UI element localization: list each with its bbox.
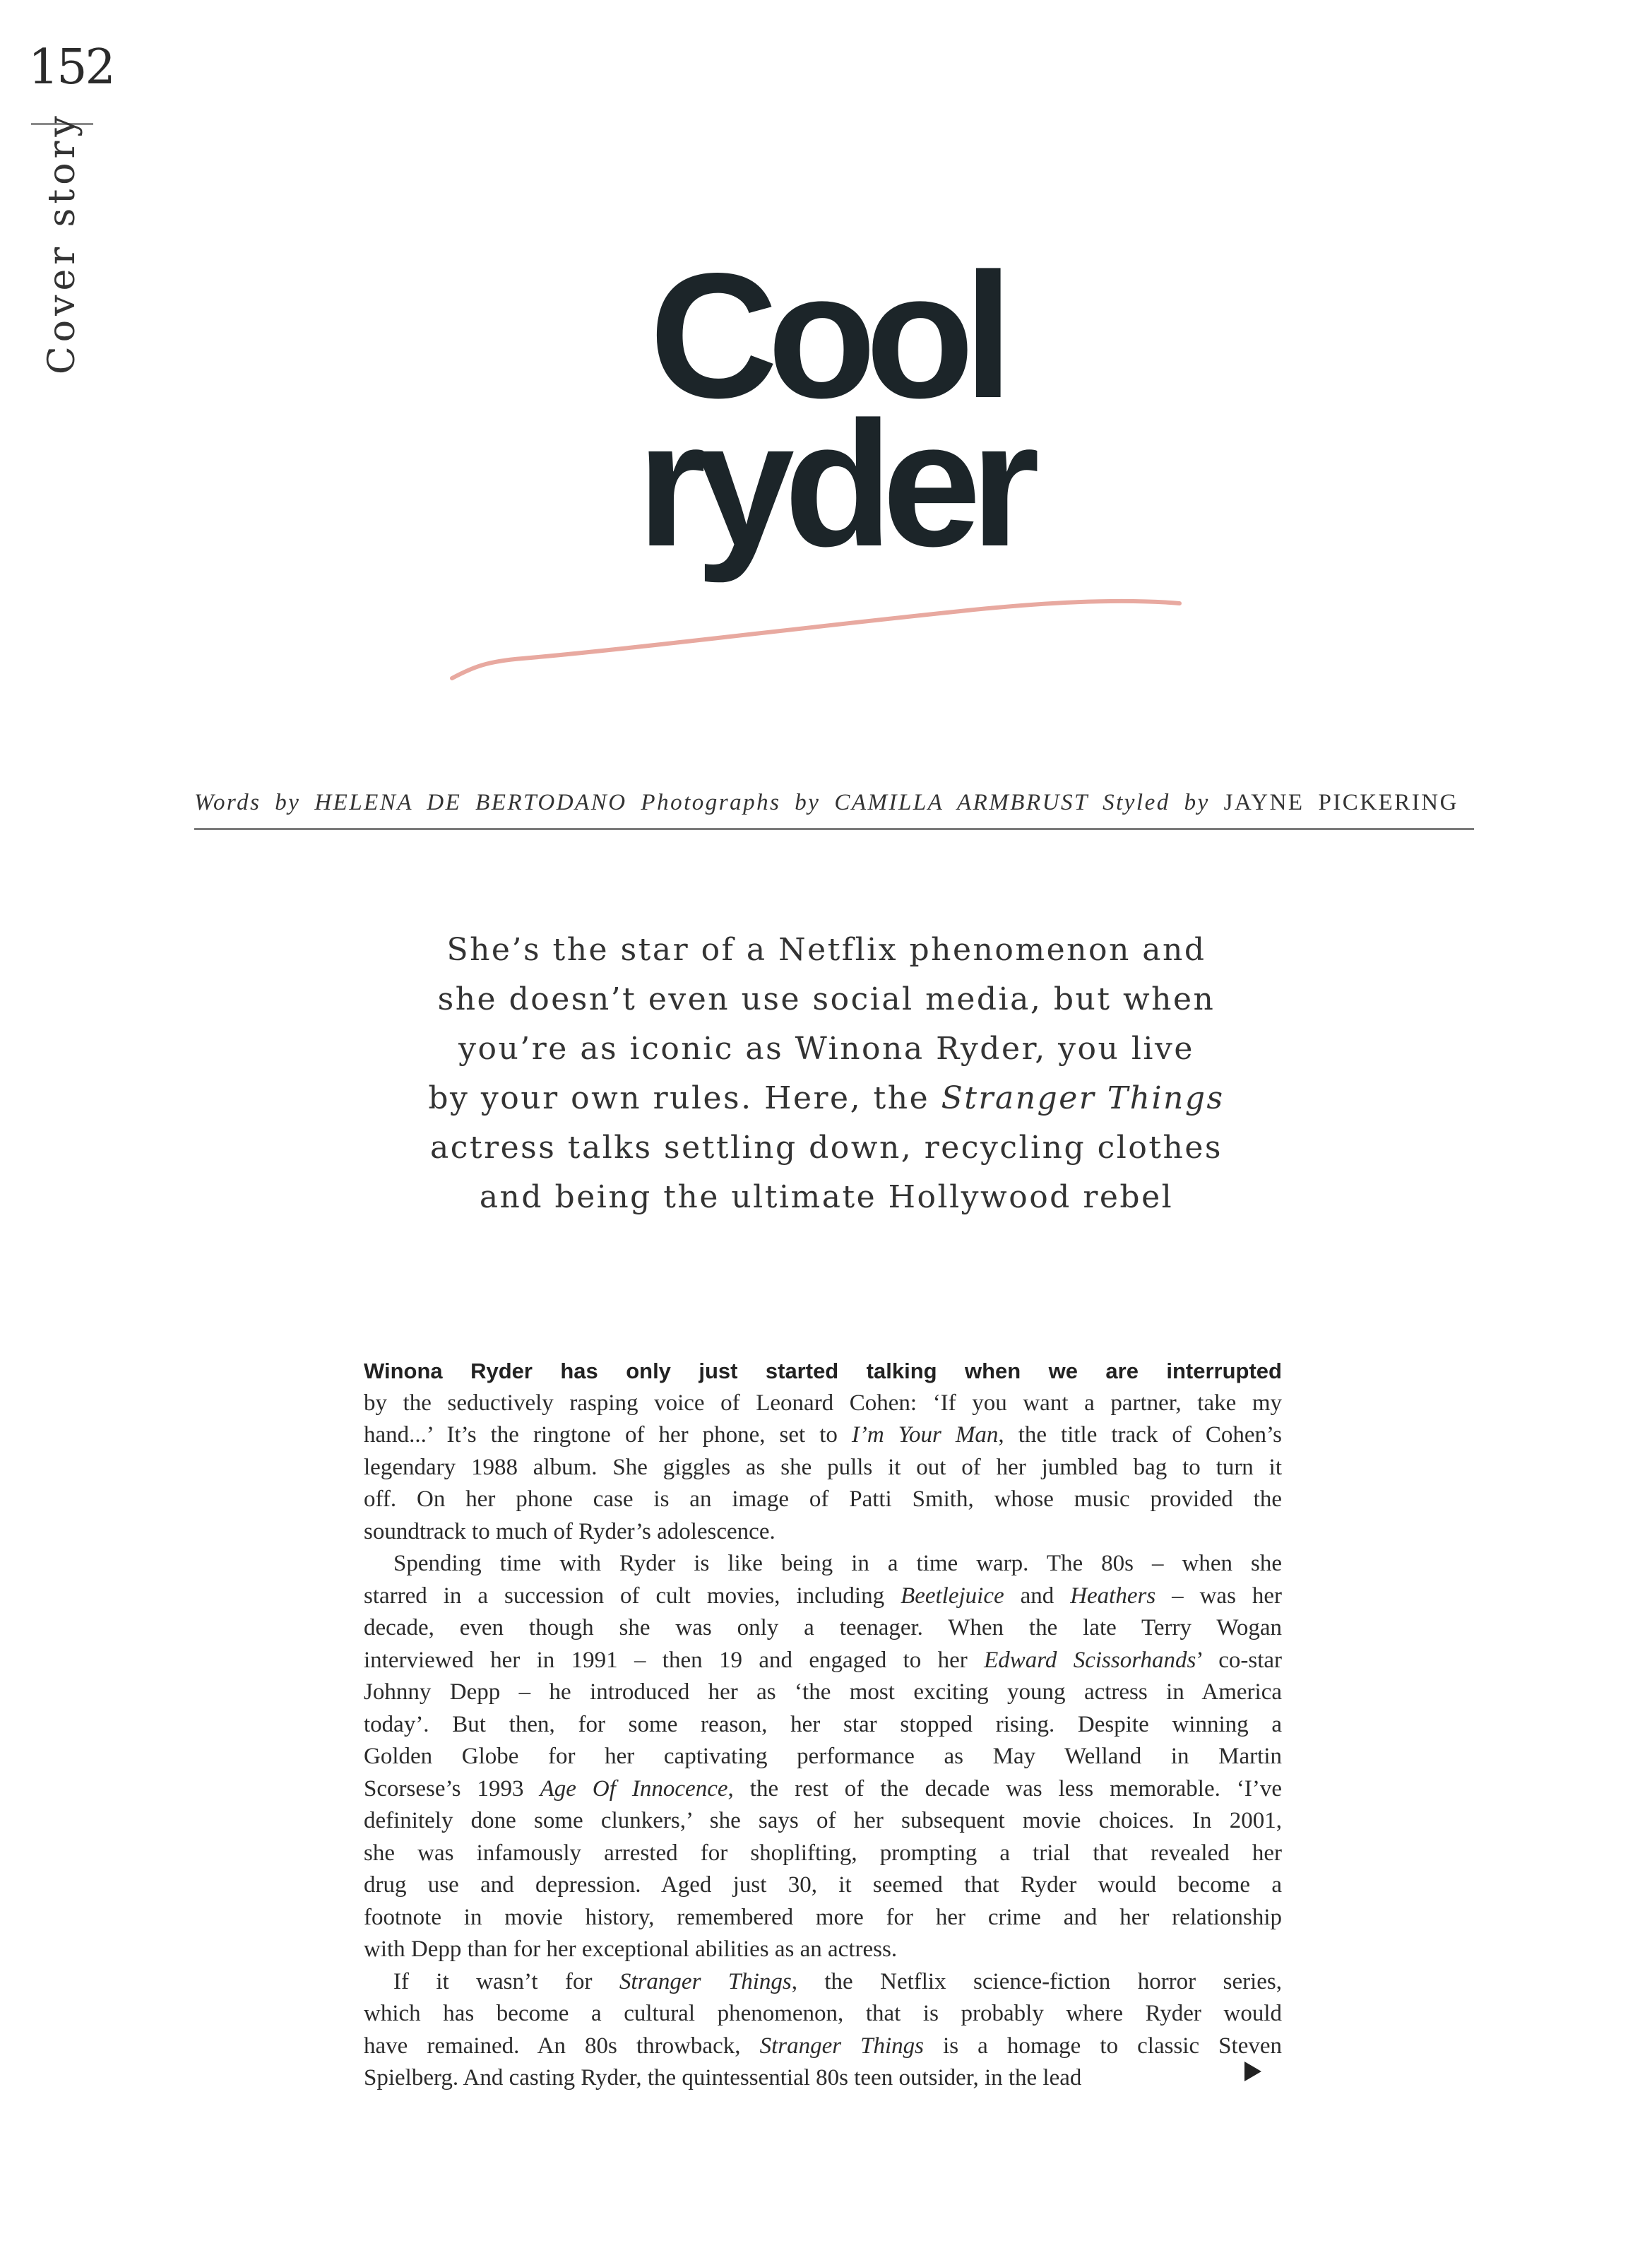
standfirst-line (396, 975, 1257, 1024)
text-run: decade, even though she was only a teenager. When the late Terry Wogan (364, 1615, 1282, 1640)
standfirst-line (396, 1024, 1257, 1074)
lead-in-line (364, 1355, 1282, 1388)
text-run: – was her (1155, 1583, 1283, 1609)
text-run: off. On her phone case is an image of Patti Smith, whose music provided the (364, 1486, 1282, 1512)
text-run: Scorsese’s 1993 (364, 1775, 540, 1802)
body-line (364, 1869, 1282, 1902)
italic-title: I’m Your Man (851, 1422, 999, 1448)
body-line (364, 2030, 1282, 2063)
body-line (364, 1645, 1282, 1677)
text-run: by the seductively rasping voice of Leonard Cohen: ‘If you want a partner, take my (364, 1390, 1282, 1416)
text-run: ’ co-star (1196, 1647, 1283, 1673)
text-run: have remained. An 80s throwback, (364, 2033, 760, 2059)
byline (194, 790, 1458, 816)
text-run: with Depp than for her exceptional abilities as an actress. (364, 1936, 898, 1962)
text-run: is a homage to classic Steven (924, 2033, 1282, 2059)
text-run: Spielberg. And casting Ryder, the quintessential 80s teen outsider, in the lead (364, 2065, 1082, 2091)
standfirst (396, 926, 1257, 1222)
italic-title: Stranger Things (941, 1080, 1225, 1116)
body-line (364, 1516, 1282, 1549)
body-line (364, 1773, 1282, 1806)
body-line (364, 1998, 1282, 2030)
text-run: you’re as iconic as Winona Ryder, you live (458, 1031, 1194, 1067)
body-line (364, 1612, 1282, 1645)
body-line (364, 1966, 1282, 1999)
text-run: She’s the star of a Netflix phenomenon and (446, 932, 1206, 968)
body-line (364, 1902, 1282, 1934)
headline-line-2: ryder (636, 385, 1030, 584)
text-run: Winona Ryder has only just started talking when we are interrupted (364, 1359, 1282, 1383)
text-run: drug use and depression. Aged just 30, it seemed that Ryder would become a (364, 1872, 1282, 1898)
body-line (364, 1419, 1282, 1452)
text-run: hand...’ It’s the ringtone of her phone, set to (364, 1422, 852, 1448)
italic-title: Beetlejuice (901, 1583, 1004, 1609)
body-line (364, 1388, 1282, 1420)
text-run: actress talks settling down, recycling clothes (430, 1130, 1223, 1166)
body-line (364, 1934, 1282, 1966)
italic-title: CAMILLA ARMBRUST (834, 790, 1103, 815)
text-run: by your own rules. Here, the (428, 1080, 941, 1116)
standfirst-line (396, 1173, 1257, 1222)
italic-title: Stranger Things (619, 1968, 792, 1994)
standfirst-line (396, 926, 1257, 975)
text-run: starred in a succession of cult movies, including (364, 1583, 901, 1609)
body-line (364, 1805, 1282, 1838)
decorative-swash (424, 593, 1208, 692)
text-run: , the Netflix science-fiction horror series, (791, 1968, 1282, 1994)
text-run: legendary 1988 album. She giggles as she pulls it out of her jumbled bag to turn it (364, 1454, 1282, 1480)
text-run: interviewed her in 1991 – then 19 and engaged to her (364, 1647, 985, 1673)
standfirst-line (396, 1123, 1257, 1173)
italic-title: Heathers (1070, 1583, 1156, 1609)
body-line (364, 2062, 1282, 2095)
italic-title: Edward Scissorhands (984, 1647, 1196, 1673)
italic-title: Age Of Innocence (540, 1775, 728, 1802)
headline-line-1: Cool (649, 237, 1003, 435)
text-run: If it wasn’t for (393, 1968, 619, 1994)
italic-title: Photographs by (641, 790, 835, 815)
text-run: footnote in movie history, remembered more for her crime and her relationship (364, 1904, 1282, 1930)
text-run: , the title track of Cohen’s (998, 1422, 1283, 1448)
text-run: she was infamously arrested for shoplifting, prompting a trial that revealed her (364, 1840, 1282, 1866)
text-run: Johnny Depp – he introduced her as ‘the most exciting young actress in America (364, 1679, 1282, 1705)
text-run: definitely done some clunkers,’ she says of her subsequent movie choices. In 2001, (364, 1808, 1282, 1833)
body-line (364, 1548, 1282, 1580)
triangle-right-icon (1244, 2062, 1261, 2081)
italic-title: Styled by (1103, 790, 1224, 815)
article-body (364, 1355, 1282, 2095)
page-number: 152 (28, 40, 114, 95)
body-line (364, 1741, 1282, 1773)
section-label: Cover story (41, 112, 83, 374)
text-run: soundtrack to much of Ryder’s adolescence. (364, 1518, 776, 1544)
body-line (364, 1709, 1282, 1742)
italic-title: HELENA DE BERTODANO (314, 790, 641, 815)
text-run: and (1004, 1583, 1071, 1609)
text-run: and being the ultimate Hollywood rebel (479, 1179, 1174, 1215)
body-line (364, 1838, 1282, 1870)
text-run: she doesn’t even use social media, but when (437, 981, 1216, 1017)
body-line (364, 1580, 1282, 1613)
text-run: Spending time with Ryder is like being in a time warp. The 80s – when she (393, 1551, 1282, 1576)
body-line (364, 1484, 1282, 1516)
text-run: today’. But then, for some reason, her star stopped rising. Despite winning a (364, 1711, 1282, 1737)
body-line (364, 1677, 1282, 1709)
italic-title: Stranger Things (759, 2033, 924, 2059)
text-run: which has become a cultural phenomenon, that is probably where Ryder would (364, 2001, 1282, 2026)
body-line (364, 1452, 1282, 1484)
text-run: , the rest of the decade was less memorable. ‘I’ve (727, 1775, 1282, 1802)
standfirst-line (396, 1074, 1257, 1123)
text-run: Golden Globe for her captivating performance as May Welland in Martin (364, 1744, 1282, 1769)
byline-rule (194, 828, 1474, 830)
italic-title: Words by (194, 790, 315, 815)
text-run: JAYNE PICKERING (1223, 790, 1458, 815)
